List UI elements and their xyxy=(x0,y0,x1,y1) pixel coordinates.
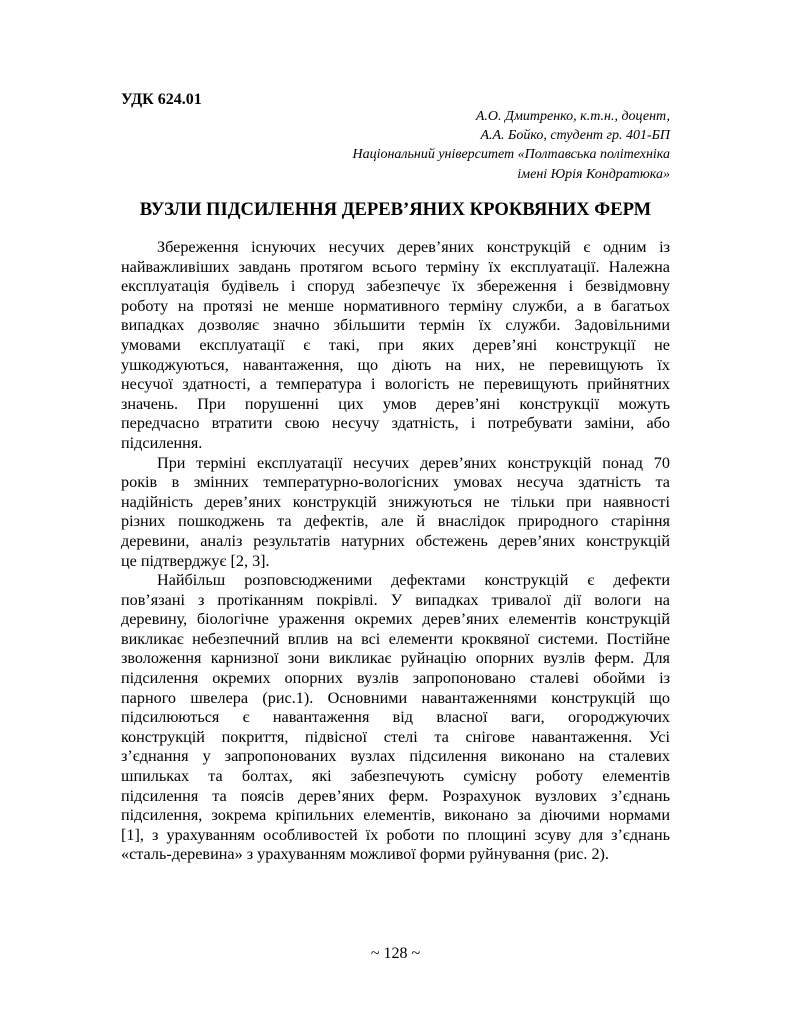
author-line: А.О. Дмитренко, к.т.н., доцент, xyxy=(475,109,670,124)
text-line: конструкцій покриття, підвісної стелі та снігове навантаження. Усі xyxy=(121,727,670,746)
text-line: підсилення та поясів дерев’яних ферм. Розрахунок вузлових з’єднань xyxy=(121,786,670,805)
text-line: При терміні експлуатації несучих дерев’яних конструкцій понад 70 xyxy=(157,453,670,472)
author-block xyxy=(352,107,670,184)
paragraph xyxy=(121,238,670,454)
text-line: різних пошкоджень та дефектів, але й внаслідок природного старіння xyxy=(121,512,670,531)
text-line: зволоження карнизної зони викликає руйнацію опорних вузлів ферм. Для xyxy=(121,649,670,668)
text-line: пов’язані з протіканням покрівлі. У випадках тривалої дії вологи на xyxy=(121,590,670,609)
text-line: з’єднання у запропонованих вузлах підсилення виконано на сталевих xyxy=(121,747,670,766)
article-title: ВУЗЛИ ПІДСИЛЕННЯ ДЕРЕВ’ЯНИХ КРОКВЯНИХ ФЕРМ xyxy=(139,199,652,220)
paragraph xyxy=(121,571,670,865)
text-line: Найбільш розповсюдженими дефектами конструкцій є дефекти xyxy=(157,571,670,590)
text-line: випадках дозволяє значно збільшити термін їх служби. Задовільними xyxy=(121,316,670,335)
page-number: ~ 128 ~ xyxy=(370,945,421,962)
text-line: передчасно втратити свою несучу здатність, і потребувати заміни, або xyxy=(121,414,670,433)
affiliation-line: Національний університет «Полтавська політехніка xyxy=(352,147,670,163)
text-line: викликає небезпечний вплив на всі елементи кроквяної системи. Постійне xyxy=(121,629,670,648)
text-line: років в змінних температурно-вологісних умовах несуча здатність та xyxy=(121,473,670,492)
text-line: ушкоджуються, навантаження, що діють на них, не перевищують їх xyxy=(121,355,670,374)
text-line: значень. При порушенні цих умов дерев’яні конструкції можуть xyxy=(121,394,670,413)
article-body xyxy=(121,238,670,865)
text-line: «сталь-деревина» з урахуванням можливої форми руйнування (рис. 2). xyxy=(121,845,609,864)
text-line: парного швелера (рис.1). Основними навантаженнями конструкцій що xyxy=(121,688,670,707)
text-line: роботу на протязі не менше нормативного терміну служби, а в багатьох xyxy=(121,296,670,315)
text-line: Збереження існуючих несучих дерев’яних конструкцій є одним із xyxy=(157,238,670,256)
text-line: підсилюються є навантаження від власної ваги, огороджуючих xyxy=(121,708,670,727)
text-line: шпильках та болтах, які забезпечують сумісну роботу елементів xyxy=(121,767,670,786)
paragraph xyxy=(121,454,670,572)
text-line: найважливіших завдань протягом всього терміну їх експлуатації. Належна xyxy=(121,257,670,276)
text-line: умовами експлуатації є такі, при яких дерев’яні конструкції не xyxy=(121,335,670,354)
text-line: підсилення, зокрема кріпильних елементів, виконано за діючими нормами xyxy=(121,806,670,825)
text-line: [1], з урахуванням особливостей їх роботи по площині зсуву для з’єднань xyxy=(121,825,670,844)
text-line: деревину, біологічне ураження окремих дерев’яних елементів конструкцій xyxy=(121,610,670,629)
text-line: експлуатація будівель і споруд забезпечує їх збереження і безвідмовну xyxy=(121,277,670,296)
text-line: це підтверджує [2, 3]. xyxy=(121,551,270,570)
text-line: підсилення окремих опорних вузлів запропоновано сталеві обойми із xyxy=(121,669,670,688)
affiliation-line: імені Юрія Кондратюка» xyxy=(517,166,670,182)
udc-code: УДК 624.01 xyxy=(121,91,202,108)
text-line: деревини, аналіз результатів натурних обстежень дерев’яних конструкцій xyxy=(121,531,670,550)
text-line: підсилення. xyxy=(121,433,203,452)
author-line: А.А. Бойко, студент гр. 401-БП xyxy=(480,128,670,144)
text-line: несучої здатності, а температура і вологість не перевищують прийнятних xyxy=(121,375,670,394)
text-line: надійність дерев’яних конструкцій знижуються не тільки при наявності xyxy=(121,492,670,511)
